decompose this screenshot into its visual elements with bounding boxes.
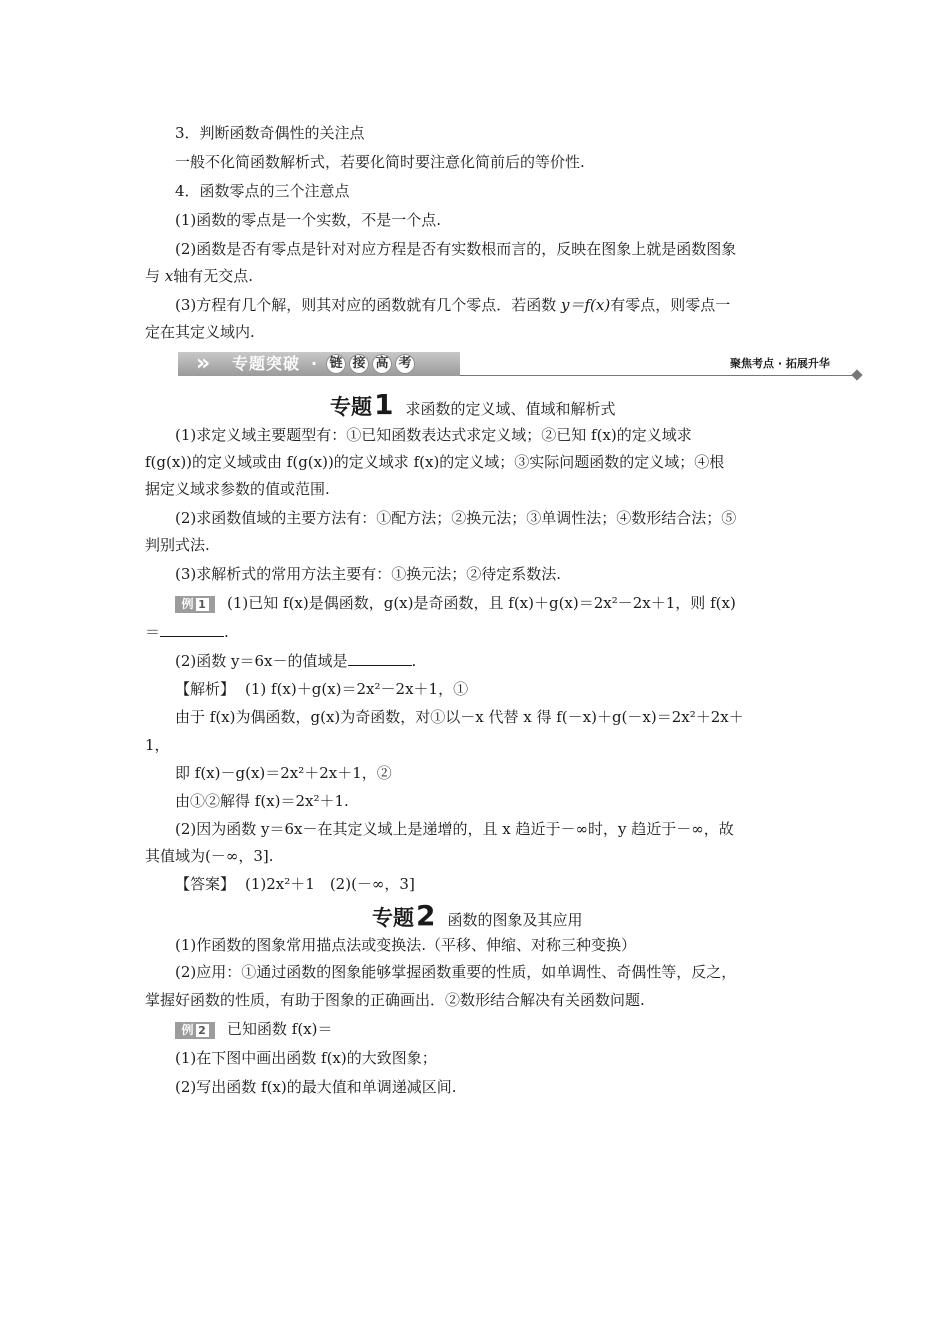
solution-label: 【解析】: [175, 680, 236, 698]
topic-2-line: (2)应用：①通过函数的图象能够掌握函数重要的性质，如单调性、奇偶性等，反之，: [175, 963, 737, 981]
solution-line-6: (2)因为函数 y＝6x－在其定义域上是递增的，且 x 趋近于－∞时，y 趋近于－∞，故: [175, 820, 734, 838]
topic-2-heading: 专题2 函数的图象及其应用: [372, 899, 583, 932]
topic-1-line: (1)求定义域主要题型有：①已知函数表达式求定义域；②已知 f(x)的定义域求: [175, 426, 692, 444]
zero-note-2a: (2)函数是否有零点是针对对应方程是否有实数根而言的，反映在图象上就是函数图象: [175, 240, 737, 258]
answer-blank: [160, 624, 224, 637]
chevron-right-icon: »: [196, 351, 211, 376]
banner-bar: [178, 352, 460, 376]
paragraph-parity: 一般不化简函数解析式，若要化简时要注意化简前后的等价性.: [175, 153, 585, 171]
zero-note-1: (1)函数的零点是一个实数，不是一个点.: [175, 211, 442, 229]
example-2-part-2: (2)写出函数 f(x)的最大值和单调递减区间.: [175, 1078, 457, 1096]
topic-1-title: 求函数的定义域、值域和解析式: [405, 400, 616, 418]
solution-line-4: 即 f(x)－g(x)＝2x²＋2x＋1，②: [175, 764, 392, 782]
topic-1-line: (2)求函数值域的主要方法有：①配方法；②换元法；③单调性法；④数形结合法；⑤: [175, 509, 737, 527]
topic-1-line: 据定义域求参数的值或范围.: [145, 480, 330, 498]
example-2-part-1: (1)在下图中画出函数 f(x)的大致图象；: [175, 1049, 437, 1067]
banner-rule: [460, 375, 856, 376]
example-badge: 例 1: [175, 596, 215, 613]
banner-chip: 接: [349, 354, 369, 374]
solution-line-2: 由于 f(x)为偶函数，g(x)为奇函数，对①以－x 代替 x 得 f(－x)＋g(－x)＝2x²＋2x＋: [175, 708, 744, 726]
heading-parity-notes: 3．判断函数奇偶性的关注点: [175, 124, 365, 142]
banner-chips: [326, 354, 415, 374]
solution-line-1: 【解析】 (1) f(x)＋g(x)＝2x²－2x＋1，①: [175, 680, 469, 698]
topic-2-line: 掌握好函数的性质，有助于图象的正确画出．②数形结合解决有关函数问题.: [145, 991, 645, 1009]
answer-label: 【答案】: [175, 875, 236, 893]
solution-line-7: 其值域为(－∞，3].: [145, 847, 274, 865]
solution-line-3: 1，: [145, 736, 170, 754]
example-1-question-1: 例 1 (1)已知 f(x)是偶函数，g(x)是奇函数，且 f(x)＋g(x)＝2x²－2x＋1，则 f(x): [175, 593, 810, 613]
topic-2-line: (1)作函数的图象常用描点法或变换法.（平移、伸缩、对称三种变换）: [175, 936, 637, 954]
zero-note-3b: 定在其定义域内.: [145, 323, 255, 341]
example-1-question-2: (2)函数 y＝6x－的值域是 .: [175, 652, 417, 670]
topic-1-line: (3)求解析式的常用方法主要有：①换元法；②待定系数法.: [175, 565, 562, 583]
example-badge: 例 2: [175, 1022, 215, 1039]
diamond-icon: [851, 369, 862, 380]
answer-blank: [348, 653, 412, 666]
example-2-question: 例 2 已知函数 f(x)＝: [175, 1019, 810, 1039]
heading-zero-notes: 4．函数零点的三个注意点: [175, 182, 350, 200]
topic-1-line: f(g(x))的定义域或由 f(g(x))的定义域求 f(x)的定义域；③实际问题函数的定义域；④根: [145, 453, 725, 471]
banner-chip: 链: [326, 354, 346, 374]
topic-1-heading: 专题1 求函数的定义域、值域和解析式: [330, 388, 616, 421]
zero-note-2b: 与 x轴有无交点.: [145, 267, 254, 285]
solution-line-5: 由①②解得 f(x)＝2x²＋1.: [175, 792, 349, 810]
topic-2-title: 函数的图象及其应用: [447, 911, 583, 929]
section-banner: [178, 352, 862, 378]
banner-chip: 高: [372, 354, 392, 374]
banner-subtitle: 聚焦考点 · 拓展升华: [730, 357, 830, 370]
example-1-question-1b: ＝ .: [145, 623, 229, 641]
zero-note-3a: (3)方程有几个解，则其对应的函数就有几个零点．若函数 y＝f(x)有零点，则零点一: [175, 296, 731, 314]
banner-chip: 考: [395, 354, 415, 374]
banner-dot: ·: [311, 354, 318, 373]
banner-title: 专题突破: [232, 354, 301, 373]
answer-line: 【答案】 (1)2x²＋1 (2)(－∞，3]: [175, 875, 415, 893]
topic-1-line: 判别式法.: [145, 536, 210, 554]
